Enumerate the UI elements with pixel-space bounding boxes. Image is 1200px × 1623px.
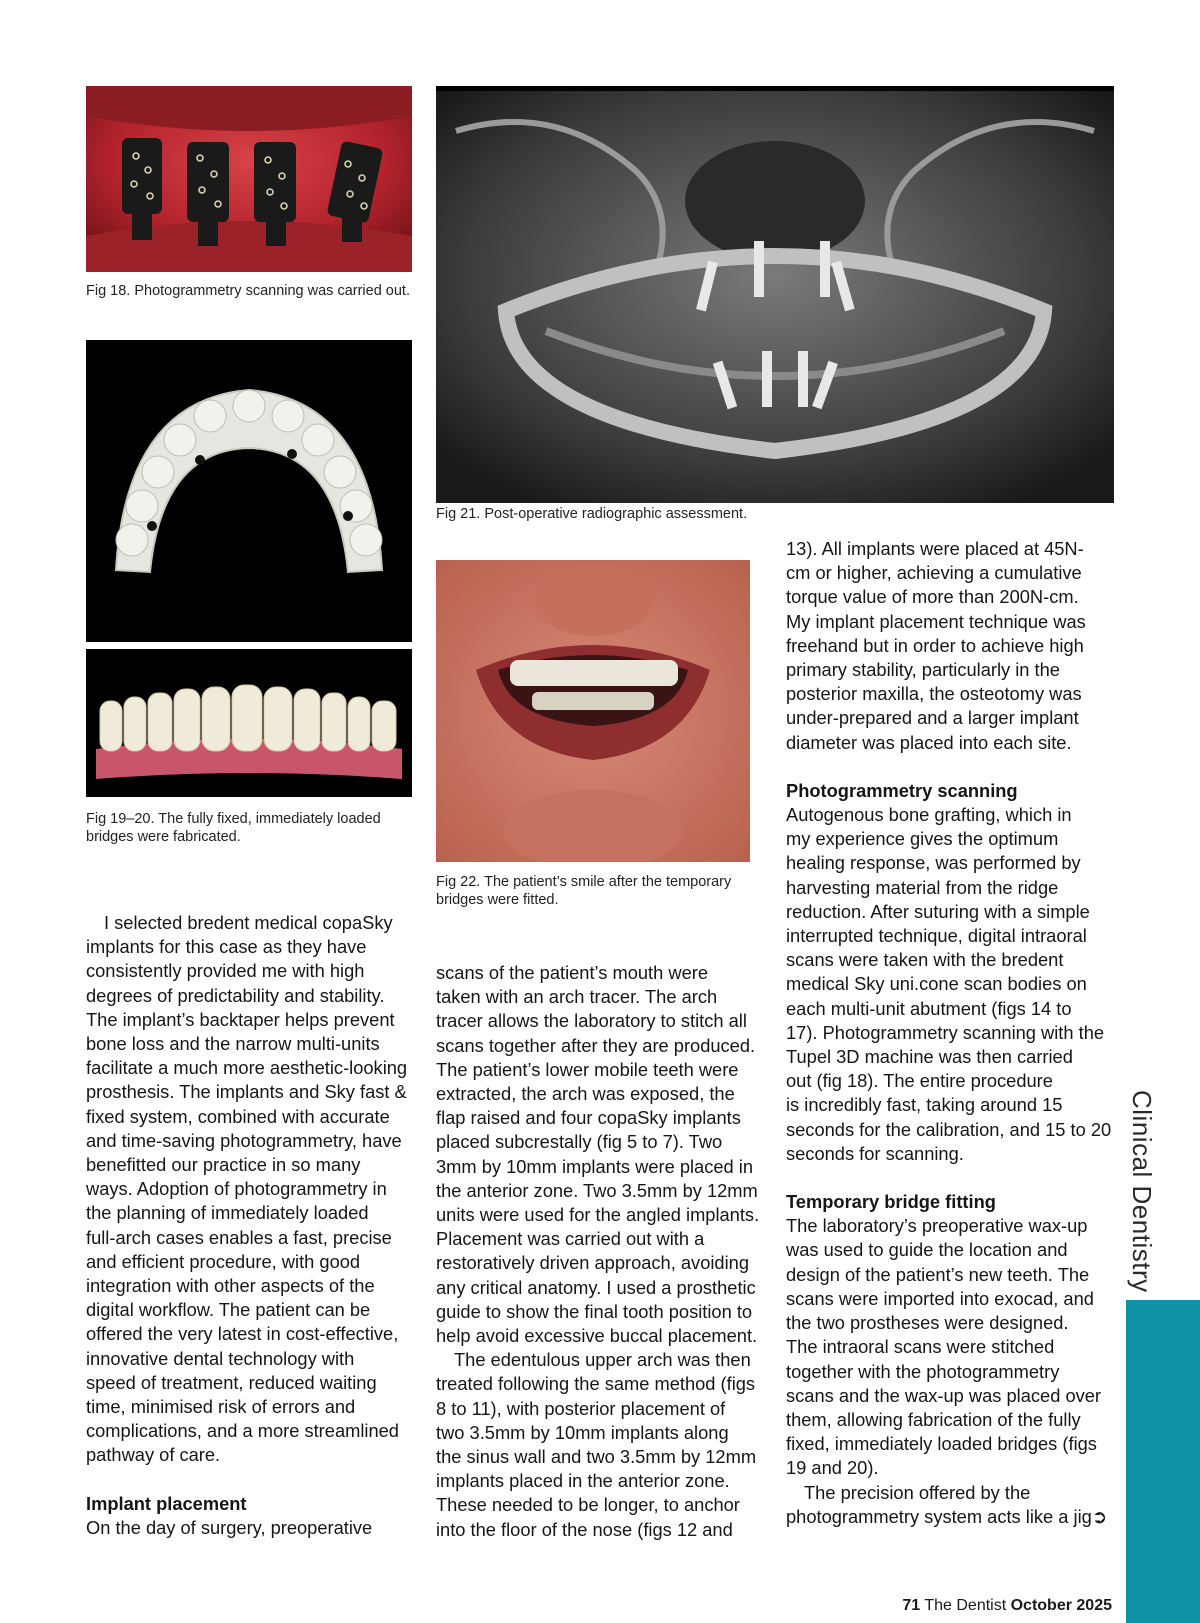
text-line: Tupel 3D machine was then carried [786, 1046, 1073, 1068]
text-line: ways. Adoption of photogrammetry in [86, 1178, 387, 1200]
text-line: units were used for the angled implants. [436, 1204, 760, 1226]
text-line: extracted, the arch was exposed, the [436, 1083, 735, 1105]
text-line: guide to show the final tooth position to [436, 1300, 753, 1322]
text-line: degrees of predictability and stability. [86, 984, 385, 1006]
text-line: interrupted technique, digital intraoral [786, 925, 1087, 947]
text-line: seconds for the calibration, and 15 to 20 [786, 1118, 1112, 1140]
section-label: Clinical Dentistry [1127, 1090, 1157, 1293]
section-color-bar [1126, 1300, 1200, 1623]
fig22-photo [436, 560, 750, 862]
text-line: These needed to be longer, to anchor [436, 1494, 740, 1516]
text-line: harvesting material from the ridge [786, 876, 1059, 898]
fig18-caption: Fig 18. Photogrammetry scanning was carried out. [86, 283, 410, 299]
text-line: offered the very latest in cost-effective, [86, 1323, 399, 1345]
text-line: my experience gives the optimum [786, 828, 1059, 850]
text-line: torque value of more than 200N-cm. [786, 586, 1079, 608]
text-line: The patient’s lower mobile teeth were [436, 1058, 739, 1080]
column2-text [436, 961, 766, 1542]
text-line: is incredibly fast, taking around 15 [786, 1094, 1063, 1116]
text-line: 8 to 11), with posterior placement of [436, 1397, 726, 1419]
text-line: Placement was carried out with a [436, 1228, 705, 1250]
page-footer [902, 1597, 1112, 1615]
fig18-photo [86, 86, 412, 272]
heading-implant-placement: Implant placement [86, 1492, 247, 1514]
text-line: The edentulous upper arch was then [454, 1349, 751, 1371]
text-line: Autogenous bone grafting, which in [786, 804, 1072, 826]
text-line: healing response, was performed by [786, 852, 1081, 874]
text-line: bone loss and the narrow multi-units [86, 1033, 380, 1055]
fig19-20-caption: Fig 19–20. The fully fixed, immediately loaded bridges were fabricated. [86, 811, 381, 845]
issue-date: October 2025 [1010, 1597, 1112, 1614]
text-line: scans of the patient’s mouth were [436, 962, 709, 983]
text-line: primary stability, particularly in the [786, 659, 1060, 681]
magazine-name: The Dentist [924, 1597, 1007, 1614]
heading-photogrammetry-scanning: Photogrammetry scanning [786, 779, 1018, 801]
text-line: 17). Photogrammetry scanning with the [786, 1021, 1105, 1043]
fig20-photo [86, 649, 412, 797]
text-line: The precision offered by the [804, 1481, 1031, 1503]
text-line: fixed system, combined with accurate [86, 1105, 390, 1127]
text-line: The intraoral scans were stitched [786, 1336, 1055, 1358]
text-line: implants for this case as they have [86, 936, 367, 958]
text-line: photogrammetry system acts like a jig [786, 1505, 1092, 1527]
text-line: scans were imported into exocad, and [786, 1287, 1094, 1309]
text-line: full-arch cases enables a fast, precise [86, 1226, 392, 1248]
text-line: two 3.5mm by 10mm implants along [436, 1421, 729, 1443]
text-line: implants placed in the anterior zone. [436, 1470, 730, 1492]
column3-text [786, 537, 1116, 1529]
text-line: tracer allows the laboratory to stitch all [436, 1010, 747, 1032]
continue-arrow-icon: ➲ [1091, 1505, 1108, 1527]
text-line: was used to guide the location and [786, 1239, 1068, 1261]
text-line: The implant’s backtaper helps prevent [86, 1008, 395, 1030]
text-line: scans together after they are produced. [436, 1034, 756, 1056]
text-line: facilitate a much more aesthetic-looking [86, 1057, 408, 1079]
text-line: The laboratory’s preoperative wax-up [786, 1215, 1088, 1237]
text-line: each multi-unit abutment (figs 14 to [786, 997, 1072, 1019]
text-line: cm or higher, achieving a cumulative [786, 562, 1082, 584]
text-line: out (fig 18). The entire procedure [786, 1070, 1053, 1092]
text-line: design of the patient’s new teeth. The [786, 1263, 1090, 1285]
text-line: scans were taken with the bredent [786, 949, 1064, 971]
text-line: the anterior zone. Two 3.5mm by 12mm [436, 1179, 758, 1201]
text-line: pathway of care. [86, 1444, 221, 1466]
text-line: treated following the same method (figs [436, 1373, 756, 1395]
text-line: benefitted our practice in so many [86, 1154, 361, 1176]
text-line: My implant placement technique was [786, 610, 1086, 632]
text-line: diameter was placed into each site. [786, 731, 1072, 753]
text-line: help avoid excessive buccal placement. [436, 1325, 758, 1347]
text-line: flap raised and four copaSky implants [436, 1107, 741, 1129]
text-line: On the day of surgery, preoperative [86, 1516, 373, 1538]
fig21-radiograph [436, 86, 1114, 503]
text-line: digital workflow. The patient can be [86, 1299, 371, 1321]
heading-temporary-bridge-fitting: Temporary bridge fitting [786, 1191, 996, 1213]
text-line: placed subcrestally (fig 5 to 7). Two [436, 1131, 723, 1153]
text-line: time, minimised risk of errors and [86, 1396, 356, 1418]
fig19-photo [86, 340, 412, 642]
text-line: freehand but in order to achieve high [786, 634, 1084, 656]
text-line: fixed, immediately loaded bridges (figs [786, 1433, 1097, 1455]
text-line: restoratively driven approach, avoiding [436, 1252, 749, 1274]
text-line: integration with other aspects of the [86, 1275, 375, 1297]
text-line: speed of treatment, reduced waiting [86, 1371, 377, 1393]
text-line: the sinus wall and two 3.5mm by 12mm [436, 1446, 757, 1468]
page-number: 71 [902, 1597, 921, 1614]
text-line: I selected bredent medical copaSky [104, 912, 393, 933]
text-line: 19 and 20). [786, 1457, 879, 1479]
text-line: scans and the wax-up was placed over [786, 1384, 1102, 1406]
text-line: under-prepared and a larger implant [786, 707, 1079, 729]
text-line: taken with an arch tracer. The arch [436, 986, 718, 1008]
text-line: any critical anatomy. I used a prosthetic [436, 1276, 756, 1298]
text-line: seconds for scanning. [786, 1142, 964, 1164]
text-line: into the floor of the nose (figs 12 and [436, 1518, 733, 1540]
text-line: consistently provided me with high [86, 960, 365, 982]
text-line: medical Sky uni.cone scan bodies on [786, 973, 1087, 995]
text-line: the planning of immediately loaded [86, 1202, 369, 1224]
column1-text [86, 911, 416, 1540]
text-line: 3mm by 10mm implants were placed in [436, 1155, 753, 1177]
text-line-last [786, 1505, 1116, 1529]
text-line: innovative dental technology with [86, 1347, 355, 1369]
fig22-caption: Fig 22. The patient’s smile after the temporary bridges were fitted. [436, 874, 732, 908]
text-line: 13). All implants were placed at 45N- [786, 538, 1084, 559]
text-line: prosthesis. The implants and Sky fast & [86, 1081, 407, 1103]
text-line: and efficient procedure, with good [86, 1250, 361, 1272]
text-line: complications, and a more streamlined [86, 1420, 399, 1442]
text-line: together with the photogrammetry [786, 1360, 1060, 1382]
text-line: reduction. After suturing with a simple [786, 900, 1090, 922]
fig21-caption: Fig 21. Post-operative radiographic assessment. [436, 506, 748, 522]
text-line: and time-saving photogrammetry, have [86, 1129, 402, 1151]
text-line: them, allowing fabrication of the fully [786, 1408, 1081, 1430]
text-line: posterior maxilla, the osteotomy was [786, 683, 1082, 705]
text-line: the two prostheses were designed. [786, 1312, 1069, 1334]
